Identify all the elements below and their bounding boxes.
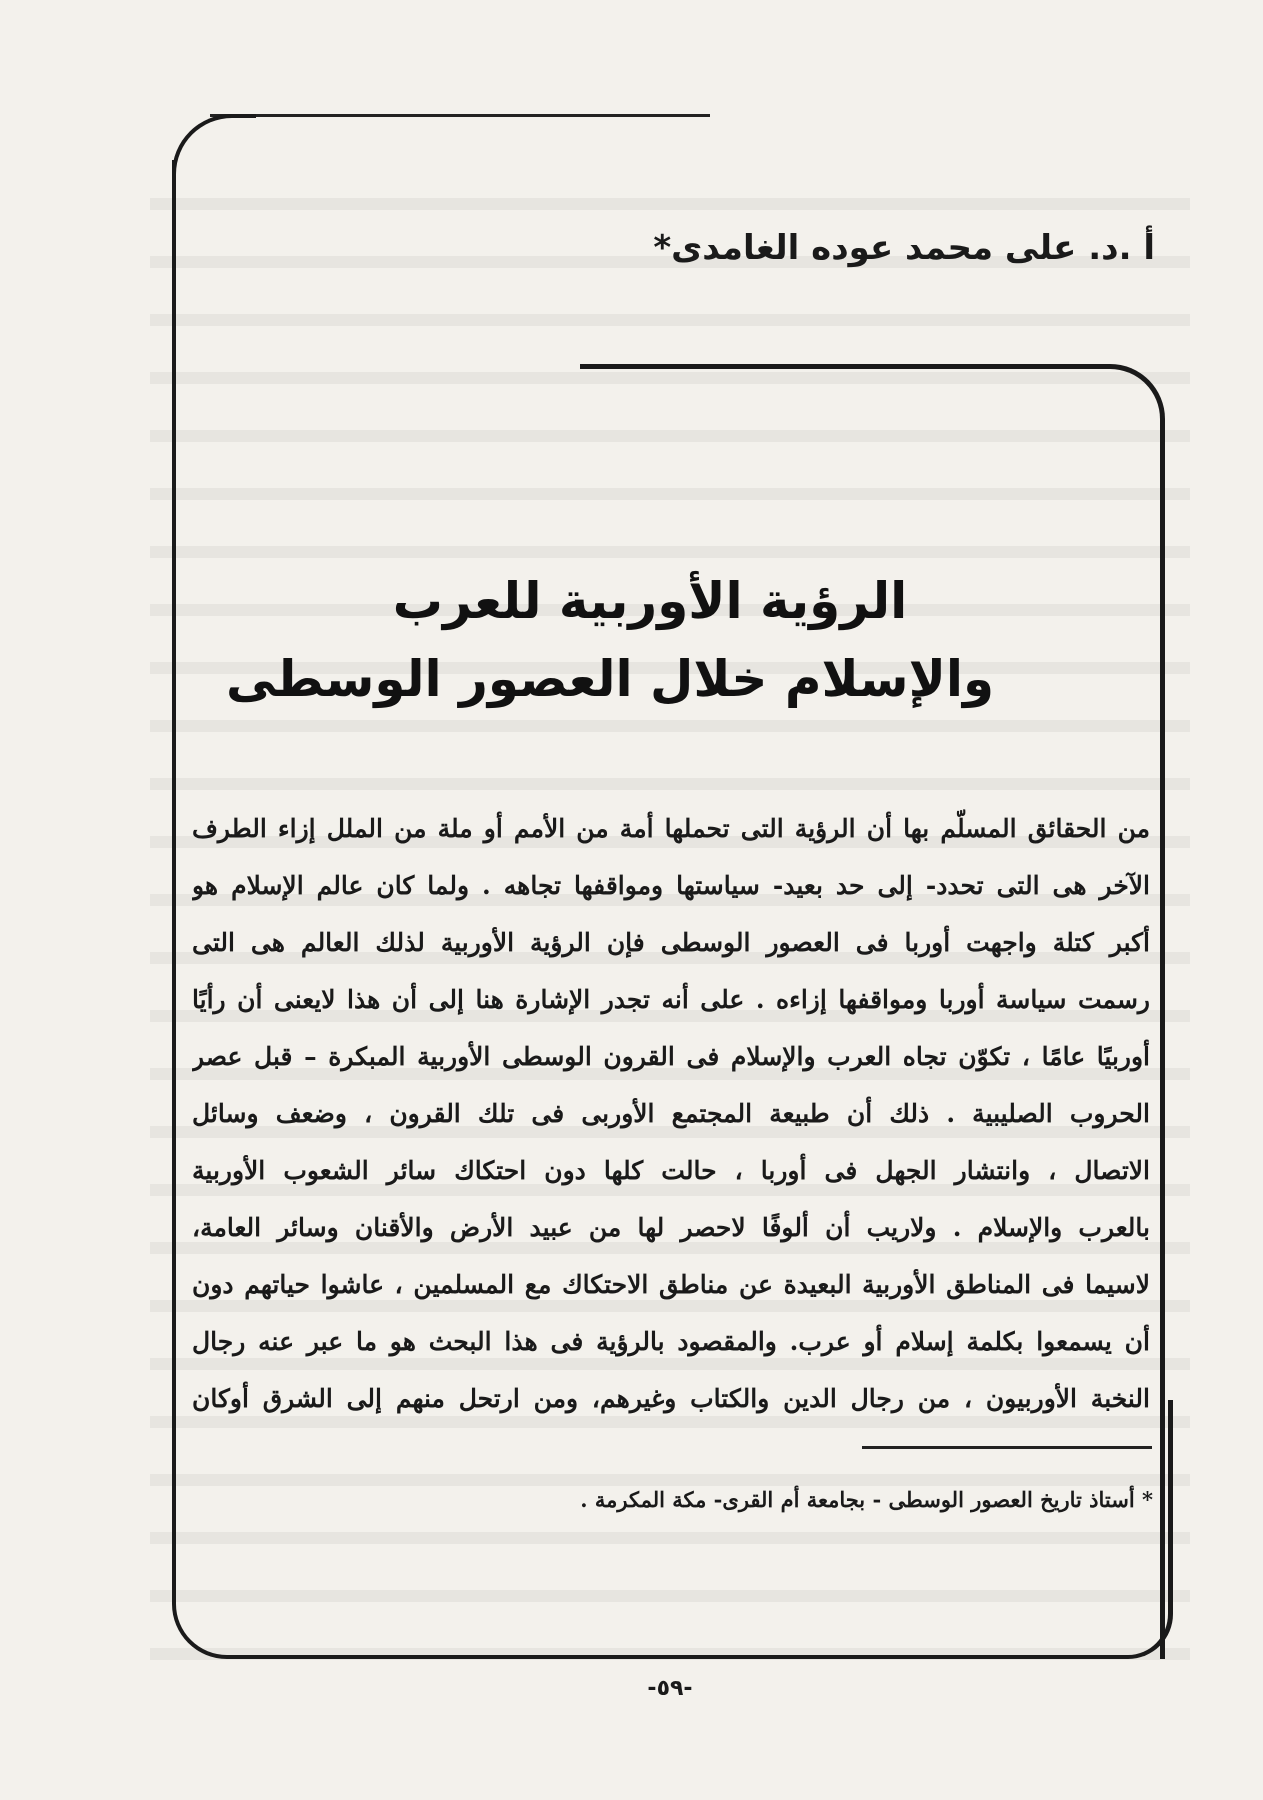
footnote-separator [862,1446,1152,1449]
body-line: أن يسمعوا بكلمة إسلام أو عرب. والمقصود بالرؤية فى هذا البحث هو ما عبر عنه رجال [192,1327,1150,1356]
body-line: أكبر كتلة واجهت أوربا فى العصور الوسطى فإن الرؤية الأوربية لذلك العالم هى التى [192,928,1150,957]
page-number: -٥٩- [647,1676,693,1701]
top-rule [210,114,710,117]
body-line: أوربيًا عامًا ، تكوّن تجاه العرب والإسلام فى القرون الوسطى الأوربية المبكرة – قبل عصر [192,1042,1150,1071]
body-line: لاسيما فى المناطق الأوربية البعيدة عن مناطق الاحتكاك مع المسلمين ، عاشوا حياتهم دون [192,1270,1150,1299]
body-line: الحروب الصليبية . ذلك أن طبيعة المجتمع الأوربى فى تلك القرون ، وضعف وسائل [192,1099,1150,1128]
body-line: رسمت سياسة أوربا ومواقفها إزاءه . على أنه تجدر الإشارة هنا إلى أن هذا لايعنى أن رأيًا [192,985,1150,1014]
article-body [192,800,1150,1427]
footnote: * أستاذ تاريخ العصور الوسطى - بجامعة أم القرى- مكة المكرمة . [580,1487,1153,1512]
frame-top-left-corner [172,114,256,198]
body-line: الآخر هى التى تحدد- إلى حد بعيد- سياستها ومواقفها تجاهه . ولما كان عالم الإسلام هو [192,871,1150,900]
body-line: الاتصال ، وانتشار الجهل فى أوربا ، حالت كلها دون احتكاك سائر الشعوب الأوربية [192,1156,1150,1185]
frame-bottom [172,1400,1173,1659]
author-name: أ .د. على محمد عوده الغامدى* [653,228,1155,268]
body-line: النخبة الأوربيون ، من رجال الدين والكتاب وغيرهم، ومن ارتحل منهم إلى الشرق أوكان [192,1384,1150,1413]
article-title-line-2: والإسلام خلال العصور الوسطى [225,650,995,708]
article-title-line-1: الرؤية الأوربية للعرب [392,572,908,630]
frame-left-edge [172,160,176,1410]
body-line: بالعرب والإسلام . ولاريب أن ألوفًا لاحصر لها من عبيد الأرض والأقنان وسائر العامة، [192,1213,1150,1242]
body-line: من الحقائق المسلّم بها أن الرؤية التى تحملها أمة من الأمم أو ملة من الملل إزاء الطرف [192,814,1150,843]
